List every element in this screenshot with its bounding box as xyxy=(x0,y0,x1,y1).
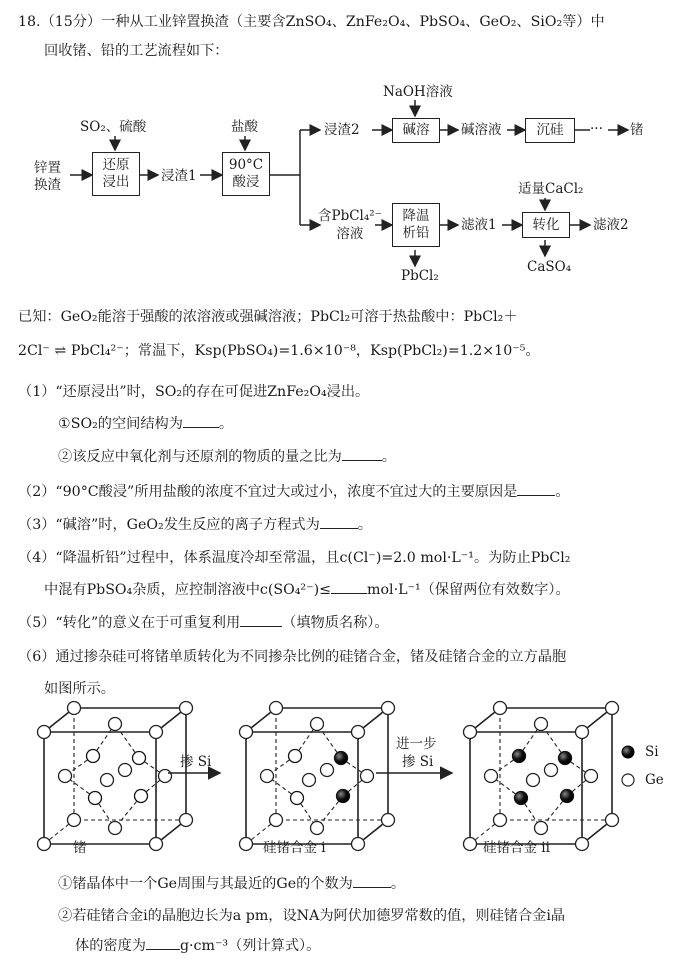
bond xyxy=(565,758,591,776)
filtrate1-label: 滤液1 xyxy=(461,217,497,233)
ge-atom xyxy=(150,838,163,851)
bond xyxy=(115,796,141,828)
si-atom xyxy=(337,790,350,803)
ge-atom xyxy=(291,792,304,805)
ge-atom xyxy=(109,822,122,835)
ge-atom xyxy=(382,814,395,827)
arrow2-label-line2: 掺 Si xyxy=(402,754,434,770)
cube-edge xyxy=(582,820,612,844)
legend-si-label: Si xyxy=(645,744,659,760)
part1-q1: ①SO₂的空间结构为 。 xyxy=(58,416,234,432)
ge-atom xyxy=(382,702,395,715)
bond xyxy=(93,724,115,756)
filtrate2-label: 滤液2 xyxy=(593,217,629,233)
crystal-label-alloy2: 硅锗合金 ii xyxy=(483,840,550,856)
ge-atom xyxy=(321,764,334,777)
legend-ge-dot xyxy=(622,774,634,786)
ge-atom xyxy=(576,726,589,739)
ge-atom xyxy=(68,702,81,715)
product-ge-label: 锗 xyxy=(630,122,644,138)
legend-si-dot xyxy=(622,746,634,758)
question-header-line1: 18.（15分）一种从工业锌置换渣（主要含ZnSO₄、ZnFe₂O₄、PbSO₄、GeO₂、SiO₂等）中 xyxy=(18,14,605,30)
bond xyxy=(65,776,95,798)
bond xyxy=(139,758,165,776)
bond xyxy=(141,776,165,796)
crystal-label-alloy1: 硅锗合金 i xyxy=(263,840,326,856)
ge-atom xyxy=(261,770,274,783)
bond xyxy=(521,798,541,828)
bond xyxy=(541,796,567,828)
ge-atom xyxy=(68,814,81,827)
cube-edge xyxy=(470,708,500,732)
residue2-label: 浸渣2 xyxy=(324,122,360,138)
ge-atom xyxy=(535,822,548,835)
bond xyxy=(491,756,519,776)
bond xyxy=(567,776,591,796)
bond xyxy=(541,724,565,758)
step-reduce-box: 还原 浸出 xyxy=(92,152,140,196)
crystal-label-ge: 锗 xyxy=(73,840,87,856)
ge-atom xyxy=(289,750,302,763)
part6-q2-line1: ②若硅锗合金i的晶胞边长为a pm，设NA为阿伏加德罗常数的值，则硅锗合金i晶 xyxy=(58,908,566,924)
bond xyxy=(519,724,541,756)
part6-line1: （6）通过掺杂硅可将锗单质转化为不同掺杂比例的硅锗合金，锗及硅锗合金的立方晶胞 xyxy=(18,649,567,665)
si-atom xyxy=(561,790,574,803)
step-acid-box: 90°C 酸浸 xyxy=(222,152,270,196)
bond xyxy=(65,756,93,776)
ge-atom xyxy=(119,764,132,777)
ge-atom xyxy=(545,764,558,777)
cube-edge xyxy=(358,708,388,732)
reagent-naoh-label: NaOH溶液 xyxy=(383,84,453,100)
si-atom xyxy=(559,752,572,765)
cube-front-face xyxy=(470,732,582,844)
cube-front-face xyxy=(44,732,156,844)
ge-atom xyxy=(576,838,589,851)
ge-atom xyxy=(270,702,283,715)
raw-material-label: 锌置 换渣 xyxy=(34,160,61,193)
step-convert-box: 转化 xyxy=(522,212,570,238)
part5-text: （5）“转化”的意义在于可重复利用 （填物质名称）。 xyxy=(18,615,389,631)
ge-atom xyxy=(494,814,507,827)
ge-atom xyxy=(535,718,548,731)
known-line2: 2Cl⁻ ⇌ PbCl₄²⁻；常温下，Ksp(PbSO₄)=1.6×10⁻⁸，Ksp(PbCl₂)=1.2×10⁻⁵。 xyxy=(18,343,540,359)
ge-atom xyxy=(494,702,507,715)
si-atom xyxy=(515,792,528,805)
ge-atom xyxy=(606,702,619,715)
ge-atom xyxy=(240,838,253,851)
flowchart-lines xyxy=(0,0,693,300)
part4-line1: （4）“降温析铅”过程中，体系温度冷却至常温，且c(Cl⁻)=2.0 mol·L⁻¹。为防止PbCl₂ xyxy=(18,550,571,566)
product-pbcl2-label: PbCl₂ xyxy=(401,268,439,284)
ge-atom xyxy=(303,774,316,787)
ge-atom xyxy=(180,814,193,827)
cube-edge xyxy=(156,708,186,732)
ge-atom xyxy=(464,838,477,851)
step-alkali-box: 碱溶 xyxy=(392,118,440,143)
ge-atom xyxy=(135,790,148,803)
ge-atom xyxy=(352,726,365,739)
ge-atom xyxy=(464,726,477,739)
ge-atom xyxy=(527,774,540,787)
part4-line2: 中混有PbSO₄杂质，应控制溶液中c(SO₄²⁻)≤ mol·L⁻¹（保留两位有效数字）。 xyxy=(44,582,570,598)
ge-atom xyxy=(270,814,283,827)
bond xyxy=(491,776,521,798)
bond xyxy=(295,724,317,756)
question-header-line2: 回收锗、铅的工艺流程如下： xyxy=(44,43,229,59)
part6-q1: ①锗晶体中一个Ge周围与其最近的Ge的个数为 。 xyxy=(58,876,406,892)
ge-atom xyxy=(180,702,193,715)
legend-ge-label: Ge xyxy=(645,772,664,788)
alkali-liquid-label: 碱溶液 xyxy=(461,122,502,138)
ge-atom xyxy=(606,814,619,827)
ge-atom xyxy=(361,770,374,783)
si-atom xyxy=(335,752,348,765)
ge-atom xyxy=(38,838,51,851)
part3-text: （3）“碱溶”时，GeO₂发生反应的离子方程式为 。 xyxy=(18,517,372,533)
cube-front-face xyxy=(246,732,358,844)
ge-atom xyxy=(240,726,253,739)
cube-edge xyxy=(44,708,74,732)
product-caso4-label: CaSO₄ xyxy=(527,259,572,275)
cube-edge xyxy=(582,708,612,732)
bond xyxy=(95,798,115,828)
bond xyxy=(297,798,317,828)
bond xyxy=(317,796,343,828)
ge-atom xyxy=(38,726,51,739)
ge-atom xyxy=(159,770,172,783)
cube-edge xyxy=(246,708,276,732)
part6-q2-line2: 体的密度为 g·cm⁻³（列计算式）。 xyxy=(75,938,321,954)
part1-text: （1）“还原浸出”时，SO₂的存在可促进ZnFe₂O₄浸出。 xyxy=(18,384,370,400)
cube-edge xyxy=(358,820,388,844)
ge-atom xyxy=(150,726,163,739)
ge-atom xyxy=(311,718,324,731)
part6-line2: 如图所示。 xyxy=(44,681,115,697)
step-silica-box: 沉硅 xyxy=(525,118,575,143)
reagent-cacl2-label: 适量CaCl₂ xyxy=(518,181,584,197)
bond xyxy=(267,756,295,776)
step-cool-box: 降温 析铅 xyxy=(392,203,440,247)
ge-atom xyxy=(109,718,122,731)
bond xyxy=(343,776,367,796)
pbcl4-solution-label: 含PbCl₄²⁻ 溶液 xyxy=(318,208,382,242)
ge-atom xyxy=(352,838,365,851)
reagent-hcl-label: 盐酸 xyxy=(231,119,258,135)
arrow2-label-line1: 进一步 xyxy=(396,736,437,752)
ge-atom xyxy=(89,792,102,805)
bond xyxy=(341,758,367,776)
ge-atom xyxy=(485,770,498,783)
ge-atom xyxy=(311,822,324,835)
part1-q2: ②该反应中氧化剂与还原剂的物质的量之比为 。 xyxy=(58,449,396,465)
arrow1-label: 掺 Si xyxy=(180,754,212,770)
ge-atom xyxy=(87,750,100,763)
bond xyxy=(317,724,341,758)
known-line1: 已知：GeO₂能溶于强酸的浓溶液或强碱溶液；PbCl₂可溶于热盐酸中：PbCl₂＋ xyxy=(18,309,518,325)
bond xyxy=(115,724,139,758)
reagent-so2-label: SO₂、硫酸 xyxy=(80,119,147,135)
ge-atom xyxy=(133,752,146,765)
part2-text: （2）“90°C酸浸”所用盐酸的浓度不宜过大或过小，浓度不宜过大的主要原因是 。 xyxy=(18,484,570,500)
cube-edge-hidden xyxy=(44,820,74,844)
ellipsis-label: ··· xyxy=(590,121,603,137)
cube-edge xyxy=(156,820,186,844)
bond xyxy=(267,776,297,798)
ge-atom xyxy=(101,774,114,787)
residue1-label: 浸渣1 xyxy=(161,168,197,184)
si-atom xyxy=(513,750,526,763)
ge-atom xyxy=(59,770,72,783)
ge-atom xyxy=(585,770,598,783)
